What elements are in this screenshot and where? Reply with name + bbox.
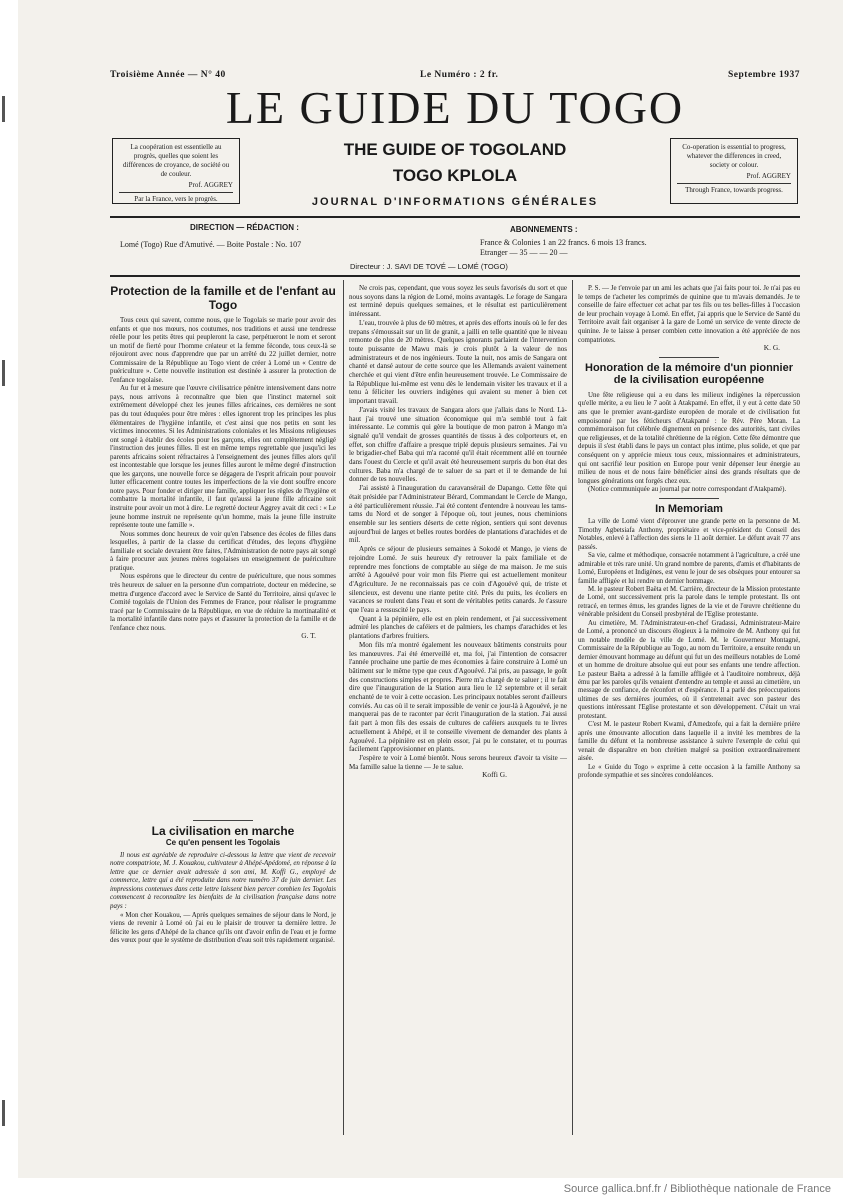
- separator: [659, 357, 719, 358]
- header-bottom-rule: [110, 275, 800, 277]
- paragraph: P. S. — Je t'envoie par un ami les achats que j'ai faits pour toi. Je n'ai pas eu le temps de t'acheter les comprimés de quinine que tu m'avais demandés. Je te conseille de faire effectuer cet achat par tes fils ou tes belles-filles à l'occasion de leur prochain voyage à Lomé. En effet, j'ai appris que le Service de Santé du Territoire avait fait organiser à la gare de Lomé un service de vente directe de quinine. Je te laisse à penser combien cette innovation a été appréciée de nos compatriotes.: [578, 284, 800, 344]
- subscriptions-france: France & Colonies 1 an 22 francs. 6 mois 13 francs.: [480, 238, 647, 247]
- paragraph: La ville de Lomé vient d'éprouver une grande perte en la personne de M. Timothy Agbetsiafa Anthony, propriétaire et vice-président du Conseil des Notables, enlevé à l'affection des siens le 11 août dernier. Le défunt avait 77 ans passés.: [578, 518, 800, 551]
- paragraph: Il nous est agréable de reproduire ci-dessous la lettre que vient de recevoir notre compatriote, M. J. Kouakou, cultivateur à Ahépé-Apédomé, en réponse à la lettre que ce dernier avait adressée à son ami, M. Koffi G., employé de commerce, lettre qui a été reproduite dans notre numéro 37 de juin dernier. Les impressions contenues dans cette lettre laissent bien percer combien les Togolais commencent à reconnaître les bienfaits de la civilisation française dans notre pays :: [110, 850, 336, 911]
- quote-left-author: Prof. AGGREY: [188, 181, 233, 189]
- issue-price: Le Numéro : 2 fr.: [420, 70, 499, 80]
- article-body-civilisation: [110, 851, 336, 946]
- quote-left-text: La coopération est essentielle au progrès, quelles que soient les différences de croyance, de société ou de couleur.: [122, 143, 230, 178]
- separator: [659, 498, 719, 499]
- scan-edge-mark: [2, 360, 5, 386]
- paragraph: J'espère te voir à Lomé bientôt. Nous serons heureux d'avoir ta visite — Ma famille salue la tienne — Je te salue.: [349, 753, 567, 771]
- paragraph: Au fur et à mesure que l'œuvre civilisatrice pénètre intensivement dans notre pays, nous arrivons à reconnaître que bien que l'instinct maternel soit extrêmement développé chez les jeunes filles africaines, ces dernières ne sont pas du tout éduquées pour être mères : elles ignorent trop les principes les plus élémentaires de l'hygiène infantile, et c'est ainsi que nos petits en sont les victimes innocentes. Si les Administrations coloniales et les Missions religieuses ont songé à établir des écoles pour les garçons, elles ont complètement négligé l'instruction des jeunes filles. Il est en même temps regrettable que jusqu'ici les parents africains soient réfractaires à l'enseignement des jeunes filles alors qu'il est incontestable que lorsque les jeunes filles auront le même degré d'instruction que les garçons, une nouvelle force se dégagera de l'esprit africain pour pouvoir lutter efficacement contre toutes les imperfections de la vie dont souffre encore notre pays. Pour fonder et diriger une famille, appliquer les règles de l'hygiène et combattre la mortalité infantile, il faut qu'aussi la jeune fille africaine soit instruite pour avoir un mot à dire. Le regretté docteur Aggrey avait dit ceci : « Le jeune homme instruit ne représente qu'un homme, mais la jeune fille instruite représente toute une famille ».: [110, 384, 336, 530]
- paragraph: Sa vie, calme et méthodique, consacrée notamment à l'agriculture, a créé une admirable et très rare unité. Un grand nombre de parents, d'amis et d'habitants de Lomé, Européens et Indigènes, est venu le jour de ses obsèques pour entourer sa famille affligée et lui rendre un dernier hommage.: [578, 552, 800, 585]
- column-2: [349, 284, 567, 1134]
- column-1: [110, 284, 336, 1134]
- paragraph: Nous espérons que le directeur du centre de puériculture, que nous sommes très heureux de saluer en la personne d'un compatriote, docteur en médecine, se mettra d'urgence d'accord avec le Service de Santé du Territoire, ainsi qu'avec le Comité togolais de l'Union des Femmes de France, pour réaliser le programme tracé par le Commissaire de la République, en vue de réduire la mortinatalité et la mortalité infantile dans notre pays et d'assurer la protection de la famille et de l'enfance chez nous.: [110, 572, 336, 632]
- article-body-memoriam: [578, 518, 800, 780]
- separator: [193, 820, 253, 821]
- direction-label: DIRECTION — RÉDACTION :: [190, 223, 299, 232]
- masthead-title: LE GUIDE DU TOGO: [225, 82, 685, 133]
- newspaper-sheet: [18, 0, 843, 1200]
- article-title-memoriam: In Memoriam: [655, 502, 723, 515]
- paragraph: Au cimetière, M. l'Administrateur-en-chef Gradassi, Administrateur-Maire de Lomé, a prononcé un discours élogieux à la mémoire de M. Anthony qui fut un notable modèle de la ville de Lomé. M. le Gouverneur Montagné, Commissaire de la République au Togo, au nom du Territoire, a ensuite rendu un dernier émouvant hommage au défunt qui fut un des meilleurs notables de Lomé et un homme de droiture absolue qui eut pour ses enfants une tendre affection. Le pasteur Baëta a adressé à la famille affligée et à l'auditoire nombreux, déjà ému par les paroles qu'ils venaient d'entendre au temple et aussi au cimetière, un message de confiance, de réconfort et d'espérance. Il a parlé des préoccupations ultimes de ses dernières journées, où il s'entretenait avec son pasteur des questions intéressant l'Eglise protestante et son développement. C'était un vrai protestant.: [578, 619, 800, 720]
- subscriptions-label: ABONNEMENTS :: [510, 225, 578, 234]
- scan-edge-mark: [2, 1100, 5, 1126]
- paragraph: (Notice communiquée au journal par notre correspondant d'Atakpamé).: [588, 485, 787, 494]
- quote-box-right: [670, 138, 798, 204]
- paragraph: Quant à la pépinière, elle est en plein rendement, et j'ai successivement admiré les planches de caféiers et de palmiers, les champs d'arachides et les plantations d'arbres fruitiers.: [349, 614, 567, 641]
- article-body-honoration: [578, 391, 800, 494]
- paragraph: L'eau, trouvée à plus de 60 mètres, et après des efforts inouïs où le fer des trepans s'émoussait sur un lit de granit, a jailli en telle quantité que le niveau remonte de plus de 20 mètres. Quelques ignorants parlaient de l'intervention toute puissante de Mawu mais je crois plutôt à la valeur de nos administrateurs et de nos ingénieurs. Toute la nuit, nos amis de Sangara ont chanté et dansé autour de cette source que les Allemands avaient vainement cherchée et qui vient d'être enfin heureusement trouvée. Le Commissaire de la République lui-même est venu dès le lendemain visiter les travaux et il a tenu à féliciter les ouvriers indigènes qui avaient su mener à bien cet important travail.: [349, 318, 567, 406]
- column-rule: [572, 280, 573, 1135]
- paragraph: C'est M. le pasteur Robert Kwami, d'Amedzofe, qui a fait la dernière prière après une émouvante allocution dans laquelle il a invité les membres de la famille du défunt et la nombreuse assistance à suivre l'exemple de celui qui venait de disparaître en bon chrétien malgré sa position extraordinairement aisée.: [578, 721, 800, 763]
- signature-gt: G. T.: [301, 631, 316, 641]
- issue-number: Troisième Année — N° 40: [110, 70, 226, 80]
- paragraph: Nous sommes donc heureux de voir qu'en l'absence des écoles de filles dans lesquelles, à partir de la classe du certificat d'études, des leçons d'hygiène familiale et sociale devraient être faites, l'Administration de notre pays ait songé à faire procurer aux jeunes mères togolaises un enseignement de puériculture pratique.: [110, 529, 336, 572]
- paragraph: Tous ceux qui savent, comme nous, que le Togolais se marie pour avoir des enfants et que nos mœurs, nos coutumes, nos traditions et aussi une tendresse réelle pour les petits êtres qui peupleront la case, perpétueront le nom et seront un motif de fierté pour l'homme créateur et la femme féconde, tous ceux-là se réjouiront avec nous d'apprendre que par un arrêté du 22 juillet dernier, notre Commissaire de la République au Togo vient de créer à Lomé un « Centre de puériculture ». Cette nouvelle institution est destinée à assurer la protection de l'enfance togolaise.: [110, 316, 336, 384]
- scan-edge-mark: [2, 96, 5, 122]
- quote-left-motto: Par la France, vers le progrès.: [119, 192, 233, 204]
- subscriptions-etranger: Etranger — 35 — — 20 —: [480, 248, 568, 257]
- article-title-honoration: Honoration de la mémoire d'un pionnier de la civilisation européenne: [585, 361, 793, 387]
- source-credit: Source gallica.bnf.fr / Bibliothèque nationale de France: [0, 1178, 843, 1200]
- paragraph: Ne crois pas, cependant, que vous soyez les seuls favorisés du sort et que nous soyons dans la région de Lomé, moins avantagés. Le forage de Sangara est terminé depuis quelques semaines, et le résultat est particulièrement intéressant.: [349, 284, 567, 319]
- signature-kg: K. G.: [763, 343, 780, 353]
- paragraph: M. le pasteur Robert Baëta et M. Carrière, directeur de la Mission protestante de Lomé, ont successivement pris la parole dans le temple protestant. Ils ont retracé, en termes émus, les grandes lignes de la vie et de l'œuvre chrétienne du vénérable président du Conseil presbytéral de l'Eglise protestante.: [578, 586, 800, 619]
- subtitle-ewe: TOGO KPLOLA: [392, 166, 518, 185]
- paragraph: Après ce séjour de plusieurs semaines à Sokodé et Mango, je viens de rejoindre Lomé. Je suis heureux d'y retrouver la paix familiale et de reprendre mes fonctions de comptable au siège de ma maison. Je me suis arrêté à Agouévé pour voir mon fils Pierre qui est actuellement moniteur d'Agriculture. Je ne reconnaissais pas ce coin d'Agouévé qui, de triste et silencieux, est devenu une riante petite cité. Près du puits, les écoliers en vacances se roulent dans l'eau et sont de véritables petits canards. Je t'assure que l'eau a ressuscité le pays.: [349, 545, 567, 615]
- subtitle-english: THE GUIDE OF TOGOLAND: [343, 140, 567, 159]
- quote-right-motto: Through France, towards progress.: [677, 183, 791, 195]
- quote-right-author: Prof. AGGREY: [746, 172, 791, 180]
- direction-address: Lomé (Togo) Rue d'Amutivé. — Boite Postale : No. 107: [120, 240, 302, 249]
- paragraph: Le « Guide du Togo » exprime à cette occasion à la famille Anthony sa profonde sympathie et ses sincères condoléances.: [578, 763, 800, 779]
- paragraph: J'avais visité les travaux de Sangara alors que j'allais dans le Nord. Là-haut j'ai trouvé une situation économique qui m'a semblé tout à fait intéressante. Le commis qui gère la boutique de mon patron à Mango m'a signalé qu'il vendait de grosses quantités de tissus à des colporteurs et, en effet, son chiffre d'affaire a presque triplé depuis plusieurs semaines. J'ai vu le brigadier-chef Baba qui m'a raconté qu'il était récemment allé en tournée dans l'ouest du Cercle et qu'il avait été heureusement surpris du bon état des cultures. Baba m'a chargé de te saluer de sa part et il te demande de lui donner de tes nouvelles.: [349, 405, 567, 484]
- subtitle-journal: JOURNAL D'INFORMATIONS GÉNÉRALES: [311, 196, 599, 208]
- article-subtitle-civilisation: Ce qu'en pensent les Togolais: [165, 837, 281, 847]
- quote-right-text: Co-operation is essential to progress, whatever the differences in creed, society or colour.: [682, 143, 786, 169]
- masthead-rule: [110, 216, 800, 218]
- article-title-protection: Protection de la famille et de l'enfant au Togo: [110, 284, 336, 312]
- paragraph: Mon fils m'a montré également les nouveaux bâtiments construits pour les manœuvres. J'ai été émerveillé et, ma foi, j'ai l'intention de consacrer l'année prochaine une partie de mes économies à faire construire à Lomé un bâtiment sur le même type que ceux d'Agouévé. J'ai pris, au passage, le goût des constructions simples et propres. Pierre m'a chargé de te saluer ; il te fait dire que l'inauguration de la Station aura lieu le 12 septembre et il serait enchanté de te voir à cette occasion. Les principaux notables seront d'ailleurs conviés. Au cas où il te serait impossible de venir ce jour-là à Agouévé, je ne manquerai pas de te raconter par écrit l'inauguration de la station. J'ai aussi fait part à mon fils des essais de cultures de caféiers auxquels tu te livres actuellement à Ahépé, et il te conseille vivement de demander des plants à Agouévé. La pépinière est en plein essor, j'ai pu le constater, et tu pourras facilement t'approvisionner en plants.: [349, 640, 567, 754]
- article-title-civilisation: La civilisation en marche: [151, 824, 295, 838]
- quote-box-left: [112, 138, 240, 204]
- article-body-protection: [110, 316, 336, 816]
- newspaper-page: [110, 70, 800, 1140]
- director-line: Directeur : J. SAVI DE TOVÉ — LOMÉ (TOGO): [350, 262, 508, 271]
- paragraph: Une fête religieuse qui a eu dans les milieux indigènes la répercussion qu'elle mérite, a eu lieu le 7 août à Atakpamé. En effet, il y eut à cette date 50 ans que le premier avant-gardiste européen de morale et de civilisation fut empoisonné par les féticheurs d'Atakpamé : le Rév. Père Moran. La commémoraison fut célébrée dignement en présence des autorités, tant civiles que religieuses, et de la totalité chrétienne de la région. Cette fête démontre que depuis il s'est établi dans le pays un contact plus intime, plus solide, et que par conséquent on y apprécie mieux tous ceux, missionnaires et administrateurs, qui ont sacrifié leur position en Europe pour venir dépenser leur énergie au milieu de nous et de nous faire bénéficier ainsi des grands résultats que de longues générations ont forgés chez eux.: [578, 390, 800, 485]
- column-3: [578, 284, 800, 1134]
- postscript: [578, 284, 800, 353]
- paragraph: « Mon cher Kouakou, — Après quelques semaines de séjour dans le Nord, je viens de revenir à Lomé où j'ai eu le plaisir de trouver ta dernière lettre. Je félicite les gens d'Ahépé de la chance qu'ils ont d'avoir enfin de l'eau et je forme des vœux pour que le système de distribution d'eau soit très rapidement organisé.: [110, 910, 336, 945]
- paragraph: J'ai assisté à l'inauguration du caravansérail de Dapango. Cette fête qui était présidée par l'Administrateur Bérard, Commandant le Cercle de Mango, a été particulièrement réussie. J'ai été content d'entendre à nouveau les tams-tams du Nord et de songer à l'époque où, tout jeunes, nous cheminions ensemble sur les sentiers déserts de cette région, sentiers qui sont devenus aujourd'hui de larges et belles routes bordées de plantations d'arachides et de mil.: [349, 484, 567, 545]
- signature-koffi: Koffi G.: [482, 770, 507, 780]
- issue-date: Septembre 1937: [728, 70, 800, 80]
- column-rule: [343, 280, 344, 1135]
